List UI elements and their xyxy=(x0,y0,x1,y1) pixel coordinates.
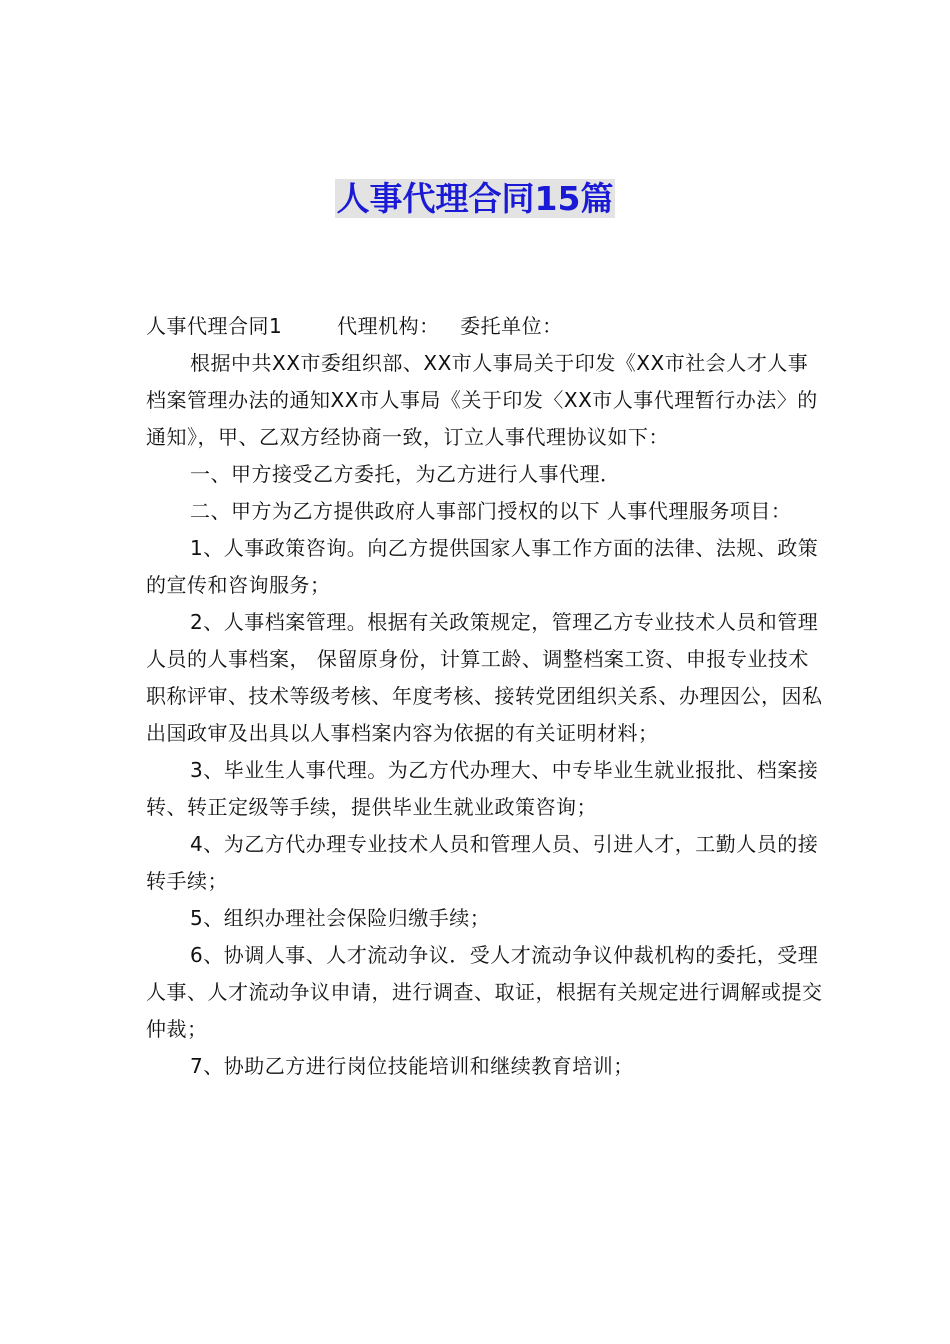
paragraph-item-3: 3、毕业生人事代理。为乙方代办理大、中专毕业生就业报批、档案接转、转正定级等手续，提供毕业生就业政策咨询； xyxy=(146,758,819,819)
paragraph-item-1: 1、人事政策咨询。向乙方提供国家人事工作方面的法律、法规、政策的宣传和咨询服务； xyxy=(146,536,819,597)
document-body xyxy=(146,308,826,1085)
paragraph-clause-2: 二、甲方为乙方提供政府人事部门授权的以下 人事代理服务项目： xyxy=(190,499,792,523)
paragraph-clause-1: 一、甲方接受乙方委托，为乙方进行人事代理． xyxy=(190,462,621,486)
paragraph-item-6: 6、协调人事、人才流动争议．受人才流动争议仲裁机构的委托，受理人事、人才流动争议申请，进行调查、取证，根据有关规定进行调解或提交仲裁； xyxy=(146,943,823,1041)
paragraph-item-4: 4、为乙方代办理专业技术人员和管理人员、引进人才，工勤人员的接转手续； xyxy=(146,832,819,893)
paragraph-preamble: 根据中共XX市委组织部、XX市人事局关于印发《XX市社会人才人事档案管理办法的通知XX市人事局《关于印发〈XX市人事代理暂行办法〉的通知》，甲、乙双方经协商一致，订立人事代理协议如下： xyxy=(146,351,818,449)
paragraph-item-5: 5、组织办理社会保险归缴手续； xyxy=(190,906,491,930)
document-title-text: 人事代理合同15篇 xyxy=(336,179,614,218)
document-title xyxy=(0,175,950,223)
paragraph-item-2: 2、人事档案管理。根据有关政策规定，管理乙方专业技术人员和管理人员的人事档案， 保留原身份，计算工龄、调整档案工资、申报专业技术职称评审、技术等级考核、年度考核、接转党团组织关系、办理因公，因私出国政审及出具以人事档案内容为依据的有关证明材料； xyxy=(146,610,823,745)
intro-line: 人事代理合同1 代理机构： 委托单位： xyxy=(146,314,563,338)
paragraph-item-7: 7、协助乙方进行岗位技能培训和继续教育培训； xyxy=(190,1054,634,1078)
